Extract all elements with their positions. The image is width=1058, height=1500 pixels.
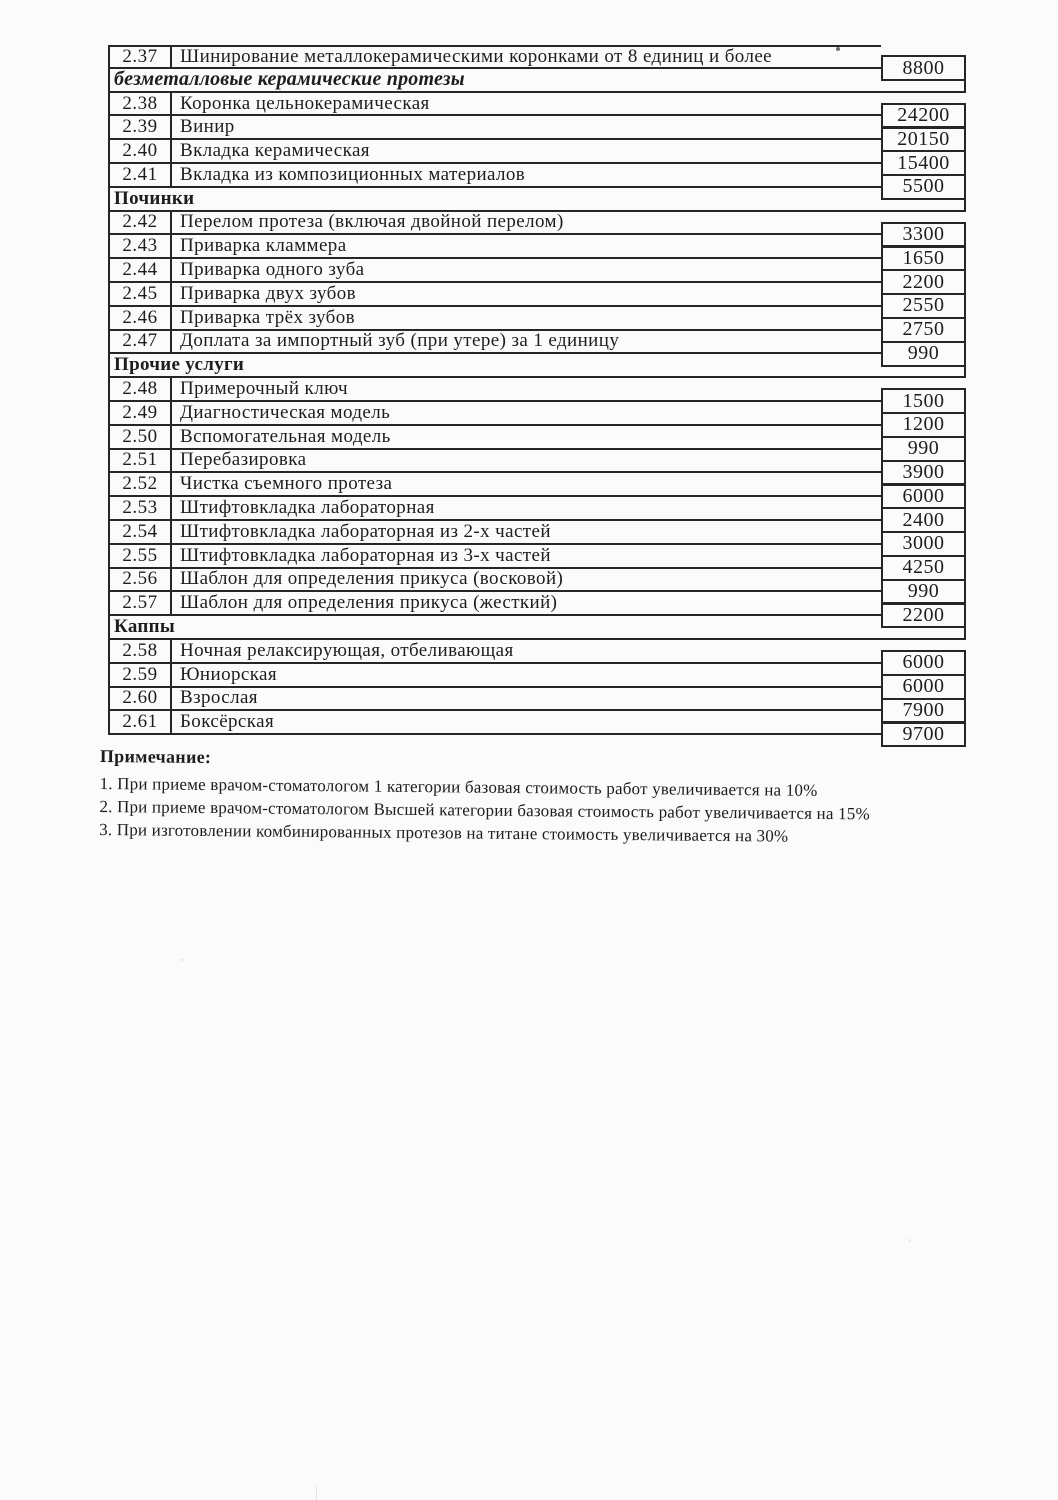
- price-box: [881, 55, 966, 81]
- row-left: [108, 569, 881, 593]
- row-number: 2.44: [110, 259, 172, 281]
- row-number: 2.37: [110, 47, 172, 67]
- service-name: Штифтовкладка лабораторная из 2-х частей: [180, 520, 551, 542]
- price-column: [881, 640, 966, 674]
- price-value: 5500: [902, 175, 945, 198]
- notes-section: [99, 746, 940, 849]
- section-title: Починки: [114, 187, 195, 209]
- row-number: 2.53: [110, 497, 172, 519]
- service-name: Диагностическая модель: [180, 401, 391, 423]
- row-number: 2.41: [110, 164, 172, 186]
- row-left: [108, 164, 881, 188]
- price-value: 4250: [902, 556, 945, 579]
- price-value: 6000: [902, 484, 945, 507]
- price-value: 6000: [902, 675, 945, 698]
- row-number: 2.61: [110, 711, 172, 733]
- price-value: 7900: [902, 699, 945, 722]
- price-column: [881, 212, 966, 246]
- row-left: [108, 473, 881, 497]
- scan-dot-artifact: [836, 47, 840, 51]
- row-number: 2.52: [110, 473, 172, 495]
- section-title: безметалловые керамические протезы: [114, 68, 465, 91]
- section-header-row: [108, 69, 966, 93]
- price-value: 2750: [902, 318, 945, 341]
- price-box: [881, 245, 966, 271]
- service-name: Штифтовкладка лабораторная из 3-х частей: [180, 544, 551, 566]
- price-box: [881, 650, 966, 676]
- price-box: [881, 602, 966, 628]
- price-value: 20150: [897, 127, 950, 150]
- section-header-row: [108, 188, 966, 212]
- row-left: [108, 664, 881, 688]
- price-value: 1500: [902, 389, 945, 412]
- table-row: [108, 711, 966, 745]
- price-value: 2550: [902, 294, 945, 317]
- price-box: [881, 483, 966, 509]
- service-name: Доплата за импортный зуб (при утере) за 1 единицу: [180, 330, 620, 352]
- row-number: 2.48: [110, 378, 172, 400]
- table-row: [108, 473, 966, 507]
- price-value: 2400: [902, 508, 945, 531]
- row-number: 2.49: [110, 402, 172, 424]
- service-name: Вкладка из композиционных материалов: [180, 163, 526, 185]
- service-name: Перелом протеза (включая двойной перелом): [180, 211, 564, 233]
- service-name: Шаблон для определения прикуса (жесткий): [180, 592, 558, 614]
- row-number: 2.47: [110, 331, 172, 353]
- price-box: [881, 126, 966, 152]
- price-value: 1200: [902, 413, 945, 436]
- price-box: [881, 269, 966, 295]
- price-box: [881, 412, 966, 438]
- price-box: [881, 698, 966, 724]
- price-box: [881, 293, 966, 319]
- service-name: Юниорская: [180, 663, 278, 685]
- service-name: Вспомогательная модель: [180, 425, 391, 447]
- service-name: Штифтовкладка лабораторная: [180, 497, 435, 519]
- scan-speck: [908, 1239, 911, 1242]
- price-box: [881, 674, 966, 700]
- price-value: 8800: [902, 56, 945, 79]
- table-row: [108, 235, 966, 269]
- service-name: Перебазировка: [180, 449, 307, 471]
- service-name: Приварка трёх зубов: [180, 306, 355, 328]
- price-value: 3000: [902, 532, 945, 555]
- price-value: 24200: [897, 104, 950, 127]
- row-left: [108, 378, 881, 402]
- price-box: [881, 460, 966, 486]
- row-left: [108, 116, 881, 140]
- section-header-row: [108, 354, 966, 378]
- service-name: Приварка кламмера: [180, 235, 347, 257]
- row-left: [108, 688, 881, 712]
- row-left: [108, 331, 881, 355]
- row-left: [108, 640, 881, 664]
- row-left: [108, 93, 881, 117]
- row-left: [108, 497, 881, 521]
- row-left: [108, 450, 881, 474]
- price-box: [881, 436, 966, 462]
- table-row: [108, 116, 966, 150]
- price-value: 990: [907, 342, 940, 365]
- price-box: [881, 388, 966, 414]
- service-name: Вкладка керамическая: [180, 140, 370, 162]
- row-number: 2.40: [110, 140, 172, 162]
- price-box: [881, 555, 966, 581]
- price-box: [881, 341, 966, 367]
- row-number: 2.42: [110, 212, 172, 234]
- price-value: 9700: [902, 722, 945, 745]
- row-number: 2.60: [110, 688, 172, 710]
- scan-speck: [180, 958, 184, 961]
- row-number: 2.51: [110, 450, 172, 472]
- row-number: 2.56: [110, 569, 172, 591]
- row-number: 2.55: [110, 545, 172, 567]
- row-number: 2.39: [110, 116, 172, 138]
- price-box: [881, 317, 966, 343]
- price-box: [881, 222, 966, 248]
- price-column: [881, 45, 966, 79]
- row-left: [108, 212, 881, 236]
- row-left: [108, 235, 881, 259]
- price-value: 2200: [902, 603, 945, 626]
- notes-title: Примечание:: [99, 746, 212, 768]
- service-name: Взрослая: [180, 687, 258, 709]
- row-number: 2.45: [110, 283, 172, 305]
- row-left: [108, 426, 881, 450]
- price-box: [881, 531, 966, 557]
- note-line-3: 3. При изготовлении комбинированных протезов на титане стоимость увеличивается на 30%: [99, 819, 789, 846]
- section-title: Каппы: [114, 616, 176, 638]
- price-box: [881, 721, 966, 747]
- price-box: [881, 103, 966, 129]
- price-value: 1650: [902, 246, 945, 269]
- service-name: Приварка одного зуба: [180, 259, 365, 281]
- note-line-1: 1. При приеме врачом-стоматологом 1 категории базовая стоимость работ увеличивается на 10%: [99, 773, 818, 800]
- row-left: [108, 402, 881, 426]
- row-left: [108, 140, 881, 164]
- row-left: [108, 45, 881, 69]
- price-box: [881, 507, 966, 533]
- row-number: 2.50: [110, 426, 172, 448]
- row-number: 2.38: [110, 93, 172, 115]
- section-title: Прочие услуги: [114, 354, 245, 376]
- price-value: 15400: [897, 151, 950, 174]
- row-number: 2.58: [110, 640, 172, 662]
- row-left: [108, 521, 881, 545]
- service-name: Коронка цельнокерамическая: [180, 92, 430, 114]
- service-name: Шаблон для определения прикуса (восковой): [180, 568, 564, 590]
- price-value: 3900: [902, 461, 945, 484]
- price-value: 6000: [902, 651, 945, 674]
- row-left: [108, 259, 881, 283]
- price-table: [108, 45, 966, 745]
- price-value: 2200: [902, 270, 945, 293]
- row-number: 2.57: [110, 592, 172, 614]
- price-box: [881, 150, 966, 176]
- price-value: 3300: [902, 223, 945, 246]
- row-number: 2.54: [110, 521, 172, 543]
- section-header-row: [108, 616, 966, 640]
- price-column: [881, 93, 966, 127]
- price-column: [881, 378, 966, 412]
- row-left: [108, 283, 881, 307]
- row-left: [108, 545, 881, 569]
- service-name: Боксёрская: [180, 711, 275, 733]
- scan-edge-artifact: [316, 1486, 317, 1500]
- note-line-2: 2. При приеме врачом-стоматологом Высшей категории базовая стоимость работ увеличивается на 15%: [99, 796, 870, 824]
- service-name: Чистка съемного протеза: [180, 473, 393, 495]
- row-left: [108, 592, 881, 616]
- row-number: 2.46: [110, 307, 172, 329]
- service-name: Ночная релаксирующая, отбеливающая: [180, 639, 514, 661]
- service-name: Приварка двух зубов: [180, 282, 357, 304]
- price-box: [881, 579, 966, 605]
- price-value: 990: [907, 580, 940, 603]
- row-number: 2.59: [110, 664, 172, 686]
- table-row: [108, 592, 966, 626]
- row-number: 2.43: [110, 235, 172, 257]
- price-value: 990: [907, 437, 940, 460]
- price-box: [881, 174, 966, 200]
- row-left: [108, 711, 881, 735]
- service-name: Примерочный ключ: [180, 378, 348, 400]
- service-name: Шинирование металлокерамическими коронками от 8 единиц и более: [180, 45, 773, 67]
- row-left: [108, 307, 881, 331]
- service-name: Винир: [180, 116, 235, 138]
